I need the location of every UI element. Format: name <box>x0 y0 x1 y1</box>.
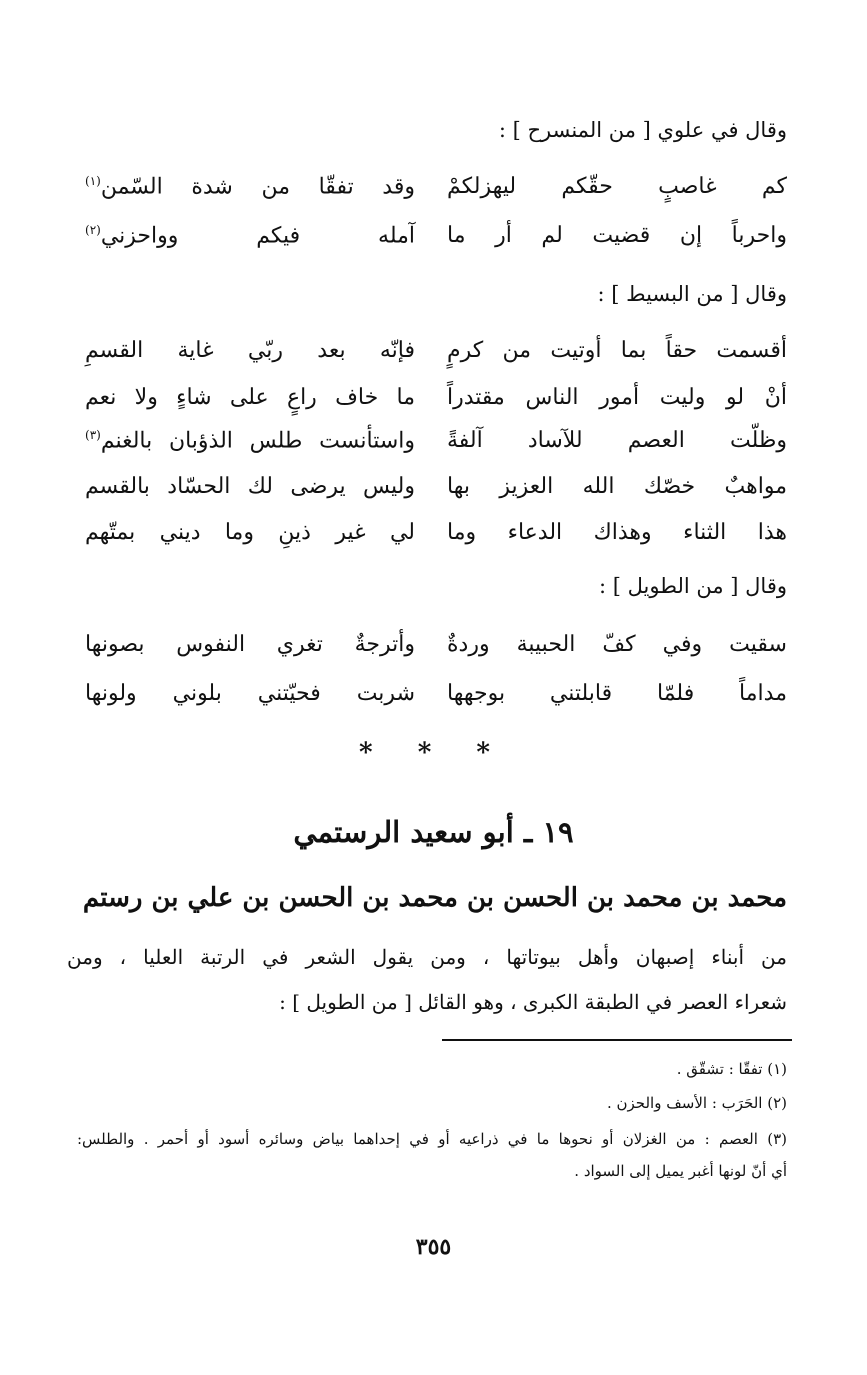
bio-paragraph-line: من أبناء إصبهان وأهل بيوتاتها ، ومن يقول الشعر في الرتبة العليا ، ومن <box>67 945 787 969</box>
verse-right: سقيت وفي كفّ الحبيبة وردةٌ <box>447 632 787 657</box>
poem-intro-2: وقال [ من البسيط ] : <box>597 282 787 306</box>
verse-right: أنْ لو وليت أمور الناس مقتدراً <box>447 385 787 410</box>
verse-right: أقسمت حقاً بما أوتيت من كرمٍ <box>447 338 787 363</box>
verse-left: لي غير ذينِ وما ديني بمتّهم <box>85 520 415 545</box>
poem-intro-1: وقال في علوي [ من المنسرح ] : <box>498 118 787 142</box>
section-subheading: محمد بن محمد بن الحسن بن محمد بن الحسن بن علي بن رستم <box>82 883 787 913</box>
section-heading: ١٩ ـ أبو سعيد الرستمي <box>293 815 574 849</box>
page-number: ٣٥٥ <box>415 1234 452 1260</box>
verse-left: وقد تفقّا من شدة السّمن$^{(١)}$ <box>85 174 415 200</box>
footnote-ref: (١) <box>85 174 101 188</box>
footnote-continuation: أي أنّ لونها أغبر يميل إلى السواد . <box>574 1162 787 1180</box>
poem-intro-3: وقال [ من الطويل ] : <box>599 574 787 598</box>
section-separator: * * * <box>359 738 508 768</box>
footnote-ref: (٣) <box>85 428 101 442</box>
verse-right: هذا الثناء وهذاك الدعاء وما <box>447 520 787 545</box>
verse-right: مواهبٌ خصّك الله العزيز بها <box>447 474 787 499</box>
verse-right: واحرباً إن قضيت لم أر ما <box>447 223 787 248</box>
footnote-ref: (٢) <box>85 223 101 237</box>
verse-left: وأترجةٌ تغري النفوس بصونها <box>85 632 415 657</box>
verse-left: فإنّه بعد ربّي غاية القسمِ <box>85 338 415 363</box>
footnote: (١) تفقّا : تشقّق . <box>676 1060 787 1078</box>
footnote-divider <box>442 1039 792 1041</box>
verse-left: ما خاف راعٍ على شاءٍ ولا نعم <box>85 385 415 410</box>
verse-left: وليس يرضى لك الحسّاد بالقسم <box>85 474 415 499</box>
verse-right: مداماً فلمّا قابلتني بوجهها <box>447 681 787 706</box>
bio-paragraph-line: شعراء العصر في الطبقة الكبرى ، وهو القائل [ من الطويل ] : <box>279 990 787 1014</box>
verse-left: شربت فحيّتني بلوني ولونها <box>85 681 415 706</box>
verse-right: وظلّت العصم للآساد آلفةً <box>447 428 787 453</box>
verse-right: كم غاصبٍ حقّكم ليهزلكمْ <box>447 174 787 199</box>
verse-left: واستأنست طلس الذؤبان بالغنم$^{(٣)}$ <box>85 428 415 454</box>
footnote: (٣) العصم : من الغزلان أو نحوها ما في ذراعيه أو في إحداهما بياض وسائره أسود أو أحمر . والطلس: <box>77 1130 787 1148</box>
footnote: (٢) الحَرَب : الأسف والحزن . <box>606 1094 787 1112</box>
verse-left: آمله فيكم وواحزني$^{(٢)}$ <box>85 223 415 249</box>
